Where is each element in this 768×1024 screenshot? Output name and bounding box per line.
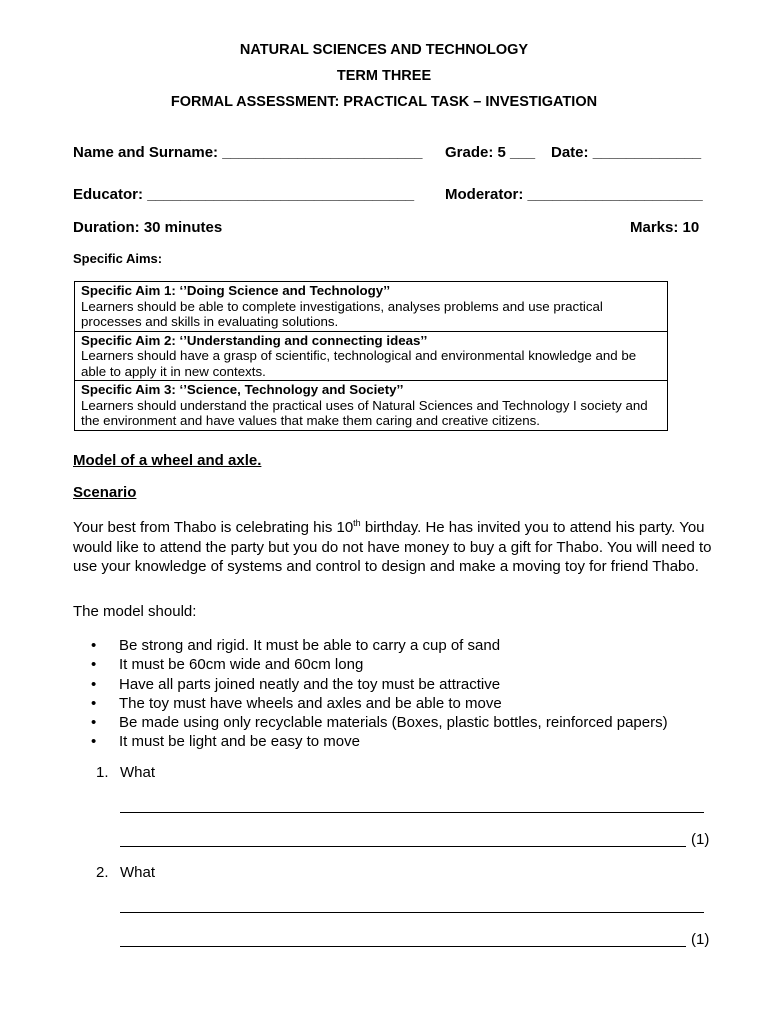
grade-blank[interactable]: ___ — [510, 144, 536, 161]
term-heading: TERM THREE — [336, 68, 432, 84]
aim-title: Specific Aim 3: ‘’Science, Technology and Society’’ — [81, 382, 404, 397]
aim-row — [75, 381, 667, 430]
grade-label: Grade: 5 — [445, 144, 506, 161]
aim-title: Specific Aim 1: ‘’Doing Science and Technology’’ — [81, 283, 391, 298]
question-1-marks: (1) — [691, 831, 710, 848]
scenario-text: Your best from Thabo is celebrating his 10th birthday. He has invited you to attend his party. You would like to attend the party but you do not have money to buy a gift for Thabo. You will need to use your knowledge of systems and control to design and make a moving toy for friend Thabo. — [73, 518, 712, 575]
question-2-number: 2. — [96, 864, 109, 881]
aim-title: Specific Aim 2: ‘’Understanding and connecting ideas’’ — [81, 332, 428, 348]
list-item: • It must be light and be easy to move — [91, 732, 668, 751]
model-should-text: The model should: — [73, 603, 197, 620]
document-title: NATURAL SCIENCES AND TECHNOLOGY — [239, 42, 529, 58]
aim-description: Learners should have a grasp of scientific, technological and environmental knowledge and be able to apply it in new contexts. — [81, 348, 637, 379]
date-label: Date: — [551, 144, 589, 161]
list-item: • Be made using only recyclable materials (Boxes, plastic bottles, reinforced papers) — [91, 713, 668, 732]
educator-label: Educator: — [73, 186, 144, 203]
date-blank[interactable]: _____________ — [592, 144, 702, 161]
model-heading: Model of a wheel and axle. — [73, 452, 262, 469]
list-item: • It must be 60cm wide and 60cm long — [91, 655, 668, 674]
answer-line[interactable] — [120, 912, 704, 913]
requirements-list — [91, 636, 668, 752]
moderator-label: Moderator: — [445, 186, 524, 203]
answer-line[interactable] — [120, 812, 704, 813]
aim-row — [75, 282, 667, 332]
grade-field[interactable] — [445, 144, 535, 161]
moderator-blank[interactable]: _____________________ — [527, 186, 703, 203]
aim-description: Learners should understand the practical uses of Natural Sciences and Technology I society and the environment and have values that make them caring and creative citizens. — [81, 397, 648, 428]
question-1-text: What — [120, 764, 156, 781]
question-2-marks: (1) — [691, 931, 710, 948]
aim-description: Learners should be able to complete investigations, analyses problems and use practical processes and skills in evaluating solutions. — [81, 298, 603, 329]
educator-blank[interactable]: ________________________________ — [147, 186, 415, 203]
date-field[interactable] — [551, 144, 701, 161]
total-marks-text: Marks: 10 — [630, 219, 700, 236]
name-field[interactable] — [73, 144, 422, 161]
answer-line[interactable] — [120, 946, 686, 947]
educator-field[interactable] — [73, 186, 414, 203]
list-item: • The toy must have wheels and axles and be able to move — [91, 694, 668, 713]
question-2-text: What — [120, 864, 156, 881]
specific-aims-table — [74, 281, 668, 431]
aim-row — [75, 332, 667, 382]
list-item: • Have all parts joined neatly and the toy must be attractive — [91, 675, 668, 694]
scenario-heading: Scenario — [73, 484, 137, 501]
answer-line[interactable] — [120, 846, 686, 847]
name-label: Name and Surname: — [73, 144, 219, 161]
duration-text: Duration: 30 minutes — [73, 219, 223, 236]
superscript-th: th — [353, 518, 361, 528]
specific-aims-heading: Specific Aims: — [73, 251, 163, 266]
name-blank[interactable]: ________________________ — [222, 144, 423, 161]
list-item: • Be strong and rigid. It must be able to carry a cup of sand — [91, 636, 668, 655]
moderator-field[interactable] — [445, 186, 703, 203]
question-1-number: 1. — [96, 764, 109, 781]
assessment-heading: FORMAL ASSESSMENT: PRACTICAL TASK – INVESTIGATION — [170, 94, 598, 110]
